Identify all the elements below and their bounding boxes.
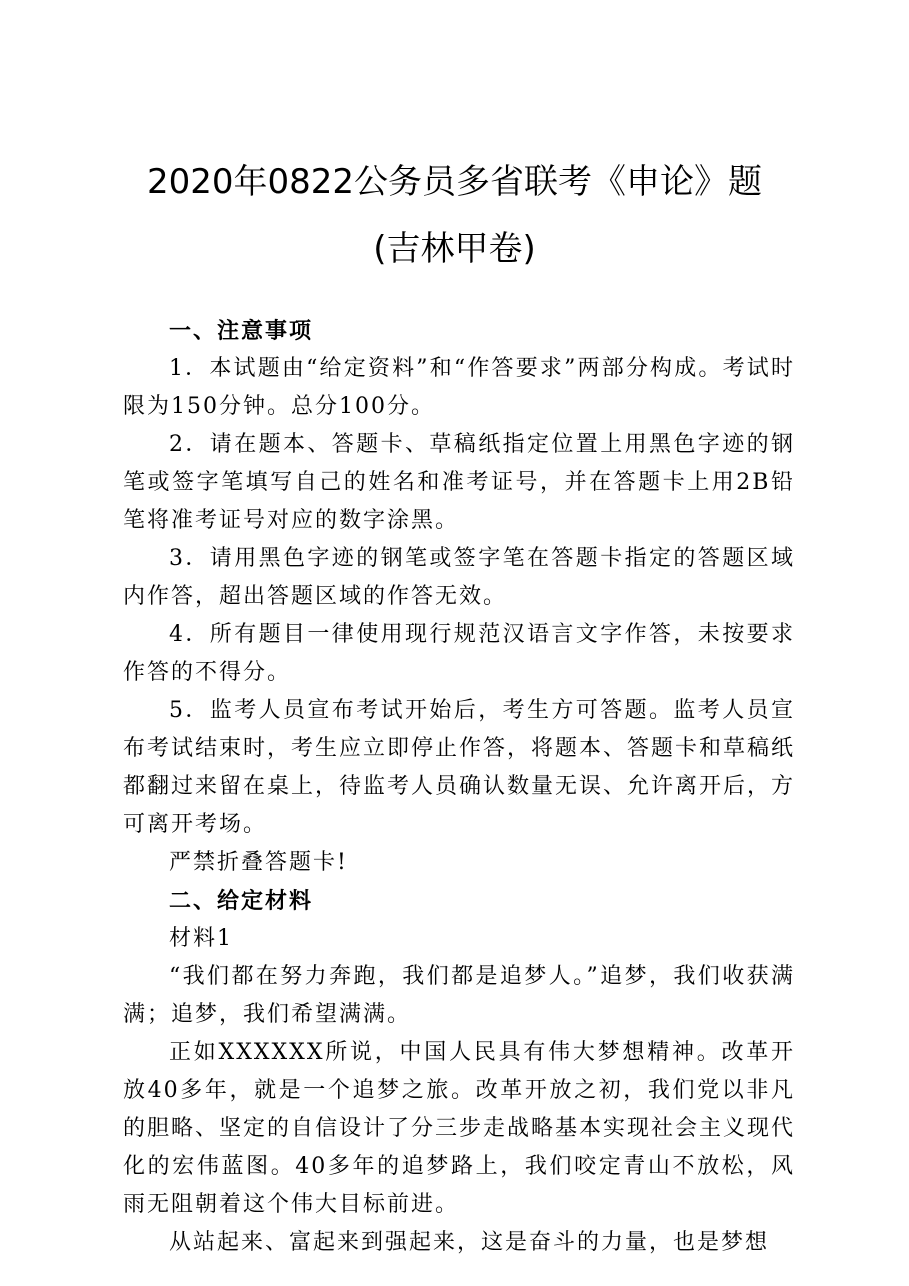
document-body	[123, 312, 795, 1262]
section-heading-notes: 一、注意事项	[169, 318, 314, 344]
document-title: 2020年0822公务员多省联考《申论》题	[146, 162, 763, 202]
note-item-1: 1．本试题由“给定资料”和“作答要求”两部分构成。考试时限为150分钟。总分100分。	[123, 356, 795, 419]
document-subtitle: (吉林甲卷)	[373, 229, 536, 269]
material-paragraph-3: 从站起来、富起来到强起来，这是奋斗的力量，也是梦想	[169, 1230, 770, 1255]
material-label: 材料1	[169, 926, 233, 951]
warning-text: 严禁折叠答题卡!	[169, 850, 348, 875]
material-paragraph-1: “我们都在努力奔跑，我们都是追梦人。”追梦，我们收获满满；追梦，我们希望满满。	[123, 964, 795, 1027]
note-item-2: 2．请在题本、答题卡、草稿纸指定位置上用黑色字迹的钢笔或签字笔填写自己的姓名和准考证号，并在答题卡上用2B铅笔将准考证号对应的数字涂黑。	[123, 432, 795, 533]
section-heading-materials: 二、给定材料	[169, 888, 314, 914]
note-item-3: 3．请用黑色字迹的钢笔或签字笔在答题卡指定的答题区域内作答，超出答题区域的作答无效。	[123, 546, 795, 609]
material-paragraph-2: 正如XXXXXX所说，中国人民具有伟大梦想精神。改革开放40多年，就是一个追梦之旅。改革开放之初，我们党以非凡的胆略、坚定的自信设计了分三步走战略基本实现社会主义现代化的宏伟蓝图。40多年的追梦路上，我们咬定青山不放松，风雨无阻朝着这个伟大目标前进。	[123, 1040, 796, 1217]
note-item-4: 4．所有题目一律使用现行规范汉语言文字作答，未按要求作答的不得分。	[123, 622, 795, 685]
note-item-5: 5．监考人员宣布考试开始后，考生方可答题。监考人员宣布考试结束时，考生应立即停止作答，将题本、答题卡和草稿纸都翻过来留在桌上，待监考人员确认数量无误、允许离开后，方可离开考场。	[123, 698, 796, 837]
